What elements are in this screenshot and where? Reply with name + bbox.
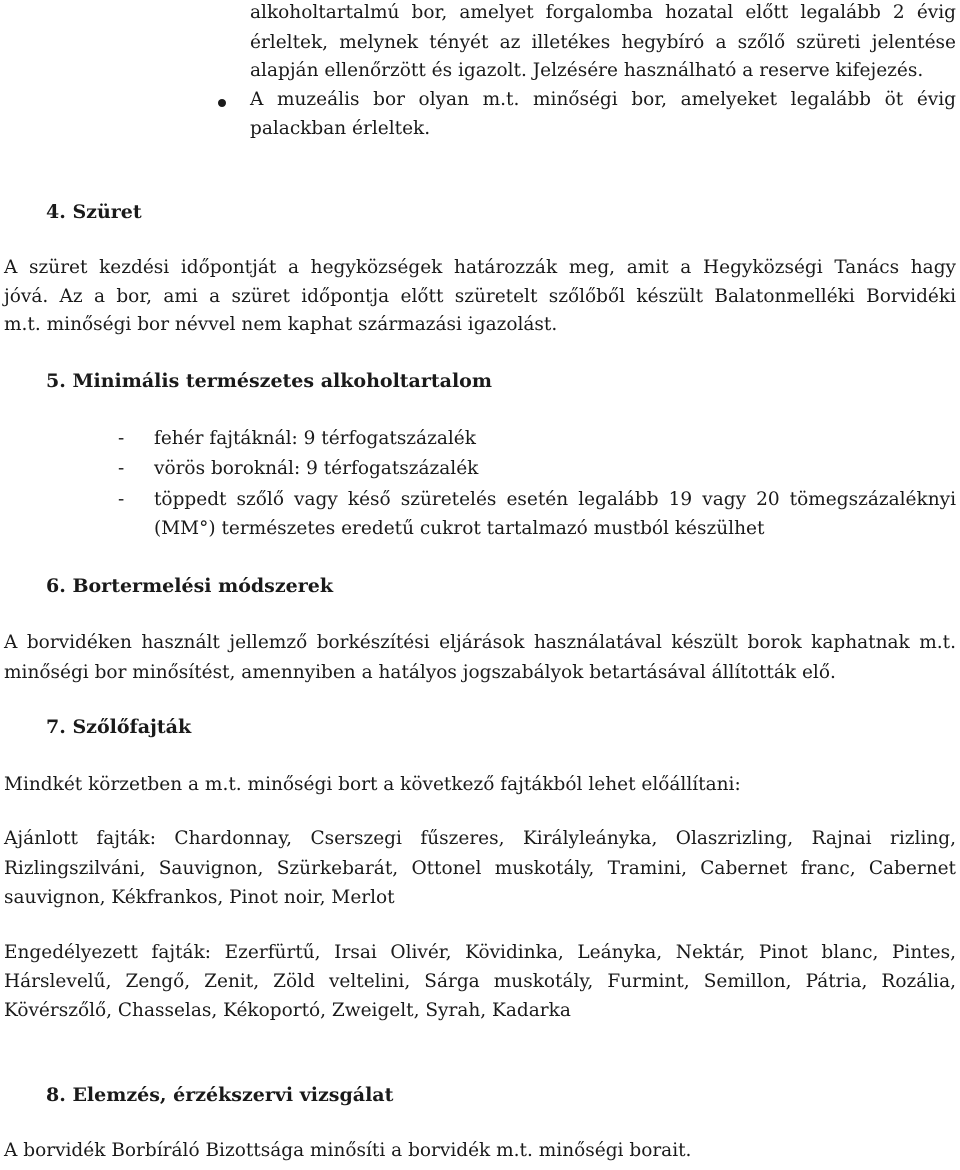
list-item-line-1: töppedt szőlő vagy késő szüretelés esetén legalább 19 vagy 20 tömegszázaléknyi bbox=[154, 489, 956, 510]
section-heading-8: 8. Elemzés, érzékszervi vizsgálat bbox=[46, 1084, 394, 1106]
bullet-line-1: A muzeális bor olyan m.t. minőségi bor, amelyeket legalább öt évig bbox=[250, 89, 956, 110]
list-dash: - bbox=[118, 489, 125, 510]
intro-line-3: alapján ellenőrzött és igazolt. Jelzésére használható a reserve kifejezés. bbox=[250, 60, 924, 81]
bullet-dot-icon bbox=[218, 99, 226, 107]
permitted-line-3: Kövérszőlő, Chasselas, Kékoportó, Zweigelt, Syrah, Kadarka bbox=[4, 1000, 571, 1021]
section8-line-1: A borvidék Borbíráló Bizottsága minősíti a borvidék m.t. minőségi borait. bbox=[4, 1140, 692, 1161]
section7-intro: Mindkét körzetben a m.t. minőségi bort a következő fajtákból lehet előállítani: bbox=[4, 774, 741, 795]
list-item: fehér fajtáknál: 9 térfogatszázalék bbox=[154, 428, 476, 449]
section-heading-5: 5. Minimális természetes alkoholtartalom bbox=[46, 370, 492, 392]
section-heading-6: 6. Bortermelési módszerek bbox=[46, 575, 333, 597]
section6-line-2: minőségi bor minősítést, amennyiben a hatályos jogszabályok betartásával állították elő. bbox=[4, 662, 836, 683]
intro-line-1: alkoholtartalmú bor, amelyet forgalomba hozatal előtt legalább 2 évig bbox=[250, 2, 956, 23]
recommended-line-2: Rizlingszilváni, Sauvignon, Szürkebarát, Ottonel muskotály, Tramini, Cabernet franc, Cabernet bbox=[4, 858, 956, 879]
section-heading-4: 4. Szüret bbox=[46, 201, 142, 223]
intro-line-2: érleltek, melynek tényét az illetékes hegybíró a szőlő szüreti jelentése bbox=[250, 32, 956, 53]
bullet-line-2: palackban érleltek. bbox=[250, 118, 431, 139]
list-dash: - bbox=[118, 428, 125, 449]
list-item-line-2: (MM°) természetes eredetű cukrot tartalmazó mustból készülhet bbox=[154, 518, 765, 539]
recommended-line-3: sauvignon, Kékfrankos, Pinot noir, Merlot bbox=[4, 887, 395, 908]
section-heading-7: 7. Szőlőfajták bbox=[46, 716, 192, 738]
list-item: vörös boroknál: 9 térfogatszázalék bbox=[154, 458, 479, 479]
list-dash: - bbox=[118, 458, 125, 479]
permitted-line-1: Engedélyezett fajták: Ezerfürtű, Irsai Olivér, Kövidinka, Leányka, Nektár, Pinot blanc, Pintes, bbox=[4, 942, 956, 963]
section4-line-1: A szüret kezdési időpontját a hegyközségek határozzák meg, amit a Hegyközségi Tanács hagy bbox=[4, 257, 956, 278]
recommended-line-1: Ajánlott fajták: Chardonnay, Cserszegi fűszeres, Királyleányka, Olaszrizling, Rajnai rizling, bbox=[4, 828, 956, 849]
section6-line-1: A borvidéken használt jellemző borkészítési eljárások használatával készült borok kaphatnak m.t. bbox=[4, 632, 956, 653]
section4-line-3: m.t. minőségi bor névvel nem kaphat származási igazolást. bbox=[4, 314, 558, 335]
permitted-line-2: Hárslevelű, Zengő, Zenit, Zöld veltelini, Sárga muskotály, Furmint, Semillon, Pátria, Rozália, bbox=[4, 971, 956, 992]
section4-line-2: jóvá. Az a bor, ami a szüret időpontja előtt szüretelt szőlőből készült Balatonmelléki Borvidéki bbox=[4, 286, 956, 307]
